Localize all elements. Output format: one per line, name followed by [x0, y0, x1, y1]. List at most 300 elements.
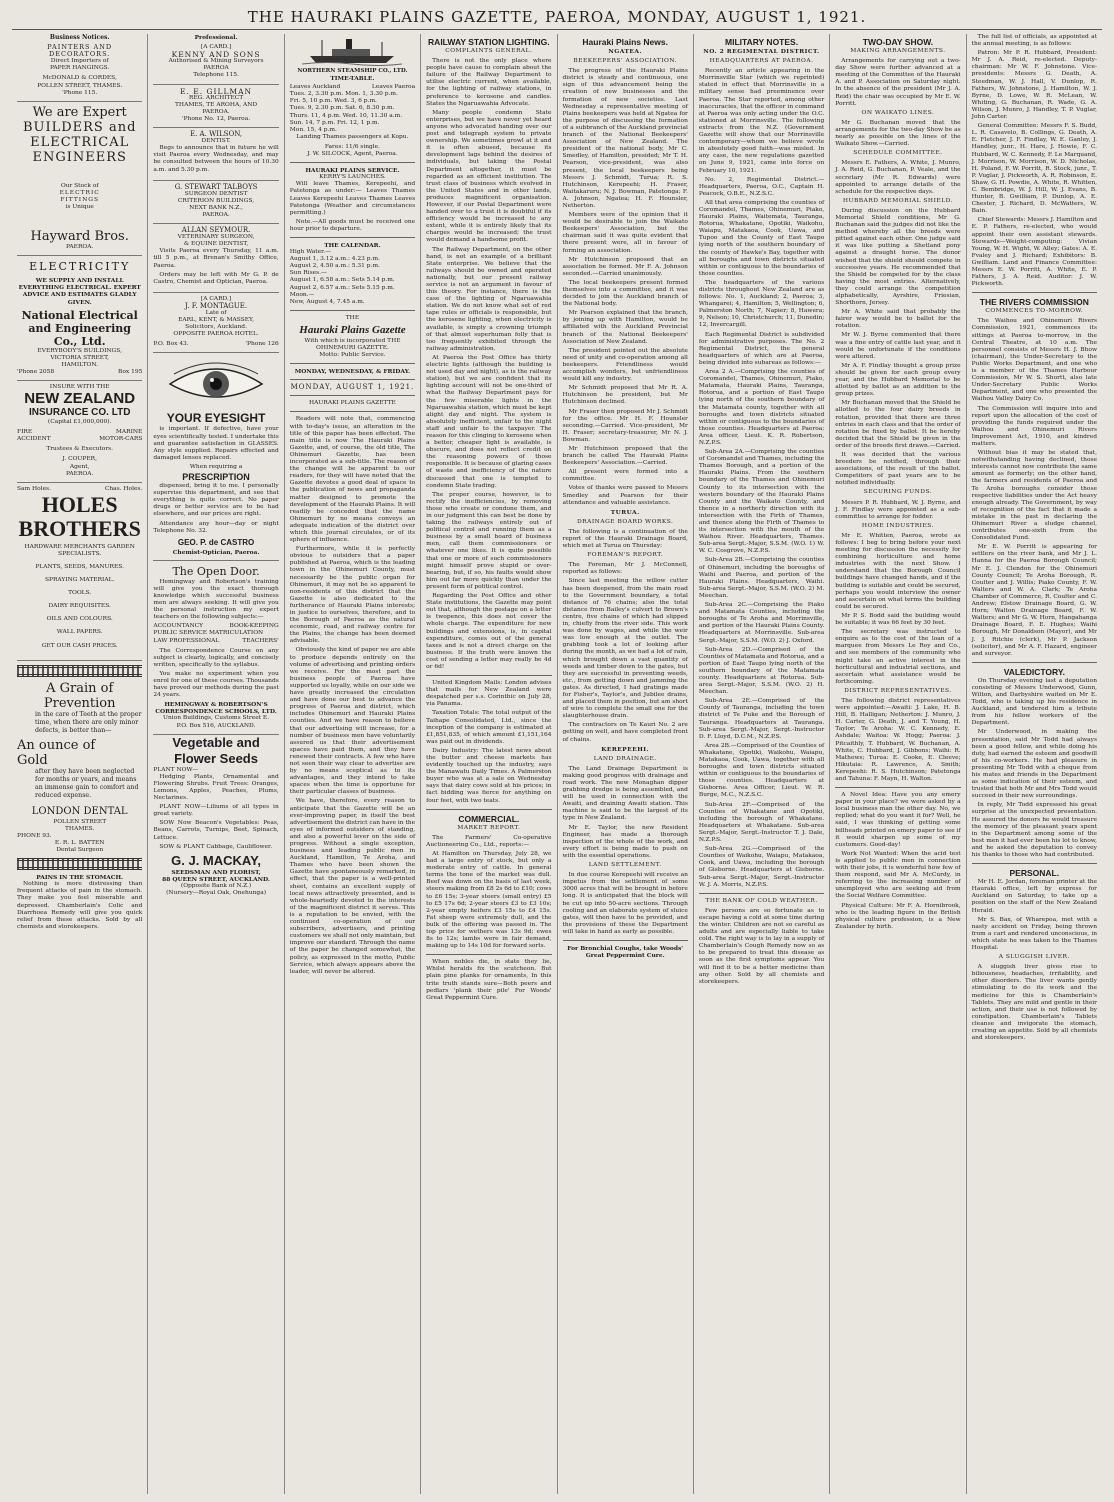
ad-text: (Nursery—Royal Oak, Onehunga) — [166, 889, 267, 896]
editorial-paragraph: Readers will note that, commencing with to-day's issue, an alteration in the title of this paper has been effected. The main title is now The Hauraki Plains Gazette, and, of course, the old title, The Ohinemuri Gazette, has been incorporated as a sub-title. The reason of the change will be apparent to our readers, for they will have noted that the Gazette devotes a good deal of space to the publication of news and propaganda matter designed to promote the development of the Hauraki Plains. It will readily be conceded that the name Ohinemuri by no means conveys an adequate indication of the district over which this journal circulates, or of its sphere of influence. — [289, 416, 416, 544]
publication-days: MONDAY, WEDNESDAY, & FRIDAY. — [294, 368, 411, 376]
ad-text: ACCOUNTANCY — [153, 623, 204, 630]
article-paragraph: In due course Kerepeehi will receive an impetus from the settlement of some 3000 acres that will be brought in before long. It is anticipated that the block will be cut up into 50-acre sections. Through cooling and an elaborate system of sluice gates, will then have to be provided, and the provisions of these the Department will take in hand as early as possible. — [562, 872, 688, 935]
professional-heading: Professional. — [194, 34, 238, 41]
representatives-heading: DISTRICT REPRESENTATIVES. — [844, 687, 952, 694]
ad-text: [A CARD.] — [200, 295, 232, 302]
railway-heading: RAILWAY STATION LIGHTING. — [428, 37, 550, 47]
gazette-the: THE — [345, 314, 360, 321]
ad-headline: G. J. MACKAY, — [171, 852, 261, 868]
editorial-paragraph: Obviously the kind of paper we are able to produce depends entirely on the volume of advertising and printing orders we receive. For the most part the business people of Paeroa have supported us loyally, while on our side we have greatly increased the circulation and have done our best to advance the progress of Paeroa and district, which includes Ohinemuri and Hauraki Plains counties. And we have reason to believe that our advertising will increase, for a number of business men have voluntarily assured us that their advertisement spaces have paid them, and they have renewed their contracts. A few who have not seen their way clear to advertise are by no means sceptical as to its advantages, and they intend to take spaces when the time is opportune for their particular classes of business. — [289, 647, 416, 796]
article-paragraph: Mr W. J. Byrne commented that there was a fine entry of cattle last year, and it would be unfortunate if the conditions were altered. — [835, 332, 961, 360]
plains-service-note: Note.—All goods must be received one hour prior to departure. — [289, 218, 416, 232]
article-paragraph: The secretary was instructed to enquire as to the cost of the loan of a marquee from Messrs Le Roy and Co., and see members of the community who might take an active interest in the horticultural and industrial sections, and ascertain what assistance would be forthcoming. — [835, 629, 961, 685]
article-paragraph: Recently an article appearing in the Morrinsville Star (which we reprinted) stated in effect that Morrinsville in a military sense had preeminence over Paeroa. The Star reported, among other inaccuracies, that the officer in command at Paeroa was only acting under the O.C. stationed at Morrinsville. The following extracts from the N.Z. (Government Gazette will show that our Morrinsville contemporary—whom we believe wrote in absolutely good faith—was misled. In any case, the new regulations gazetted on June 9, 1921, came into force on February 10, 1921. — [698, 68, 825, 174]
article-paragraph: Sub-Area 2B.—Comprising the counties of Ohinemuri, including the boroughs of Waihi and Paeroa, and portion of the Hauraki Plains. Headquarters, Waihi. Sub-area Sergt.-Major, S.S.M. (W.O. 2) M. Meechan. — [698, 557, 825, 599]
ad-text: VETERINARY SURGEON, — [177, 234, 255, 241]
ad-text: CRITERION BUILDINGS, — [177, 197, 255, 204]
ad-headline: NEW ZEALAND — [24, 390, 136, 408]
ad-text: (Capital £1,000,000). — [47, 419, 112, 426]
ornamental-border — [17, 858, 142, 870]
ad-headline: INSURANCE CO. LTD — [28, 407, 131, 419]
article-paragraph: The local beekeepers present formed themselves into a committee, and it was decided to join the Auckland branch of the National body. — [562, 279, 688, 308]
article-paragraph: In reply, Mr Todd expressed his great surprise at the unexpected presentation. He assured the donors he would treasure the memory of the pleasant years spent in the Department among some of the best men it had ever been his lot to know, and he asked the deputation to convey his thanks to those who had contributed. — [971, 802, 1097, 859]
article-paragraph: Mr Hutchinson proposed that the branch be called The Hauraki Plains Beekeepers' Association.—Carried. — [562, 445, 688, 467]
ad-text: Orders may be left with Mr G. P. de Castro, Chemist and Optician, Paeroa. — [153, 271, 279, 285]
article-paragraph: Many people condemn State enterprises, but we have never yet heard anyone who advocated handing over our post and telegraph system to private ownership. We sometimes growl at it and it is often abused, because its development lags behind the desires of individuals, but taking the Postal Department altogether, it must be regarded as an efficient institution. The trust class of business which evolved in the United States and in other lands, produces magnificent organisation. However, if our Postal Department were handed over to a trust it is doubtful if its efficiency would be increased to any extent, while it is entirely likely that its charges would be increased; the trust would demand a handsome profit. — [426, 109, 552, 244]
ad-text: ACCIDENT — [17, 436, 51, 443]
show-subheading: MAKING ARRANGEMENTS. — [850, 48, 946, 54]
mcdonald-ad — [17, 41, 142, 102]
ad-text: WALL PAPERS. — [56, 629, 103, 636]
article-paragraph: Few persons are so fortunate as to escape having a cold at some time during the winter. Children are not so careful as adults and are especially liable to take cold. The right way is to lay in a supply of Chamberlain's Cough Remedy now so as to be prepared to treat this disease as soon as the first symptoms appear. You will find it to be a better medicine than any other. Sold by all chemists and storekeepers. — [698, 907, 825, 985]
beekeepers-heading: BEEKEEPERS' ASSOCIATION. — [573, 58, 678, 65]
launches: KERRY'S LAUNCHES. — [319, 174, 386, 181]
calendar-line: August 2, 4.50 a.m.: 5.31 p.m. — [289, 263, 380, 270]
article-paragraph: The proper course, however, is to rectify the inefficiencies, by removing those who create or condone them, and in our judgment this can best be done by taking the railways entirely out of political control and running them as a business by a small board of business men, call them commissioners or whatever one likes. It is quite possible that one or more of such commissioners might himself prove stupid or over-bearing, but, if so, his faults would show him out far more quickly than under the present form of political control. — [426, 491, 552, 590]
ad-headline: ELECTRICAL — [30, 134, 130, 150]
ad-headline: Hayward Bros. — [30, 229, 129, 245]
ad-text: & EQUINE DENTIST, — [183, 241, 249, 248]
ad-headline: E. E. GILLMAN — [180, 86, 253, 96]
article-paragraph: Mr Underwood, in making the presentation, said Mr Todd had always been a good fellow, and while doing his duty, had earned the esteem and goodwill of his co-workers. He had pleasure in presenting Mr Todd with a cheque from his mates and friends in the Department as some indication of their esteem, and trusted that both Mr and Mrs Todd would succeed in their new surroundings. — [971, 729, 1097, 800]
column-4 — [421, 34, 557, 1494]
news-brief: Physical Culture: Mr F. A. Hornibrook, who is the leading figure in the British physical culture profession, is a New Zealander by birth. — [835, 902, 961, 930]
ad-text: SPRAYING MATERIAL. — [44, 577, 115, 584]
article-paragraph: During discussion on the Hubbard Memorial Shield conditions, Mr G. Buchanan said the judges did not like the method whereby all the breeds were pitted against each other. One judge said it was like putting a Shetland pony against a draught horse. The donor wished that the shield should compete in successive years. He recommended that the Shield be competed for by the class having the most entries. Alternatively, they could arrange the competition alphabetically, Ayrshire, Friesian, Shorthorn, Jersey. — [835, 207, 961, 307]
calendar-line: August 1, 6.58 a.m.: Sets 5.14 p.m. — [289, 277, 395, 284]
article-paragraph: At Paeroa the Post Office has thirty electric lights (although the building is not used day and night), as is the railway station), but we are confident that its lighting account will not be one-third of what the Railway Department pays for the few miserable lights in the Ngaruawahia station, which must be kept alight day and night. The system is absolutely inefficient, unfair to the night staff and unfair to the taxpayer. The reason for this clinging to kerosene when a better, cheaper light is available, is obscure, and does not reflect credit on the reasoning powers of those responsible. It is because of glaring cases of waste and inefficiency of the nature discussed that one is tempted to condemn State trading. — [426, 354, 552, 489]
article-paragraph: Sub-Area 2D.—Comprised of the Counties of Matamata and Rotorua, and a portion of East Taupo lying north of the southern boundary of the Matamata county. Headquarters at Rotorua. Sub-area Sergt.-Major, S.S.M. (W.O. 2) H. Meechan. — [698, 646, 825, 696]
ad-text: J. COUPER, — [62, 456, 97, 463]
gillman-ad — [153, 85, 278, 128]
article-paragraph: Mr Schmidt proposed that Mr R. A. Hutchinson be president, but Mr Hutchinson declined. — [562, 385, 688, 406]
article-paragraph: The Land Drainage Department is making good progress with drainage and road work. The new Monaghan dipper grabbing dredge is being assembled, and will be used in connection with the Awaiti, and draining Awaiti station. This machine is said to be the largest of its type in New Zealand. — [562, 765, 688, 822]
general-committee: General Committee: Messrs F. S. Budd, L. R. Casavelo, B. Collings, G. Death, A. E. Fletcher, J. F. Findlay, W. E. Ganley, J. Handley, junr., H. Hare, J. Howie, F. C. Hubbard, W. C. Kennedy, F. Le Marquand, J. Morrison, W. Morrison, W. D. Nicholas, H. Poland, F. W. Porritt, R. Stock, junr., T. P. Vuglar, J. Pickworth, A. R. Robinson, E. Shaw, G. H. Powdie, A. White, R. Whitten, C. Bembridge, W. J. Hill, W. J. Evans, B. Hunter, B. Gwilliam, P. Dunlop, A. E. Chester, J. Richard, D. McWatters, W. Bain. — [971, 123, 1097, 215]
column-1 — [12, 34, 148, 1494]
mackay-ad — [153, 735, 278, 897]
article-paragraph: Sub-Area 2G.—Comprised of the Counties of Waikohu, Waiapu, Matakaoa, Cook, and Uawa, including the borough of Gisborne. Headquarters at Gisborne. Sub-area Sergt.-Major, Sergt.-Instructor W. J. A. Morris, N.Z.P.S. — [698, 846, 825, 888]
ad-text: Trustees & Executors. — [46, 446, 114, 453]
ad-text: DAIRY REQUISITES. — [48, 603, 111, 610]
ad-text: PAEROA. — [66, 470, 94, 477]
article-paragraph: A sluggish liver gives rise to biliousness, headaches, irritability, and other disorders. The liver wants gently stimulating to do its work and the medicine for this is Chamberlain's Tablets. They are mild and gentle in their action, and their use is not followed by constipation. Chamberlain's Tablets cleanse and invigorate the stomach, creating an appetite. Sold by all chemists and storekeepers. — [971, 964, 1097, 1042]
personal-heading: PERSONAL. — [1009, 868, 1060, 879]
montague-ad — [153, 293, 278, 354]
article-paragraph: All that area comprising the counties of Coromandel, Thames, Ohinemuri, Piako, Hauraki Plains, Waitemata, Tauranga, Rotorua, Whakatane, Opotiki, Waikohu, Waiapu, Matakaoa, Cook, Uawa, and Tupoo and the County of East Taupo lying north of the southern boundary of the county of Hawke's Bay, together with all boroughs and town districts situated within or contiguous to the boundaries of those counties. — [698, 199, 825, 277]
editorial-paragraph: We have, therefore, every reason to anticipate that the Gazette will be an ever-improving paper, in itself the best advertisement the district can have in the eyes of informed outsiders of standing, and also a powerful lever on the side of progress. Without a single exception, business and leading public men in Auckland, Hamilton, Te Aroha, and Thames who have been shown the Gazette have spontaneously remarked, in effect, that the paper is a well-printed sheet, contains an excellent supply of local news attractively presented, and is whole-heartedly devoted to the interests of the magnificent district it serves. This is a reputation to be envied, with the continued co-operation of our subscribers, advertisers, and printing customers we shall not only maintain, but improve our standard. Through the name of the paper be changed somewhat, the policy, as expressed in the motto, Public Service, which always appears above the leader, will never be altered. — [289, 798, 416, 975]
land-settlement-heading: LAND SETTLEMENT. — [588, 862, 662, 869]
rivers-commission-heading: THE RIVERS COMMISSION — [979, 297, 1089, 308]
agent: J. W. SILCOCK, Agent, Paeroa. — [307, 151, 398, 158]
article-paragraph: Mr S. Bax, of Wharepoa, met with a nasty accident on Friday, being thrown from a cart and rendered unconscious, in which state he was taken to the Thames Hospital. — [971, 916, 1097, 951]
ad-text: EVERYBODY'S BUILDINGS, — [37, 347, 122, 354]
ad-text: HAMILTON. — [61, 361, 98, 368]
column-7 — [830, 34, 966, 1494]
timetable-col-head: Leaves Auckland — [289, 84, 341, 91]
article-paragraph: Mr Hutchinson proposed that an association be formed. Mr F. A. Johnson seconded.—Carried unanimously. — [562, 256, 688, 277]
article-paragraph: Area 2B.—Comprised of the Counties of Whakatane, Opotiki, Waikohu, Waiapu, Matakaoa, Cook, Uawa, together with all boroughs and town districts situated within or contiguous to the boundaries of those counties. Headquarters at Gisborne. Area Officer, Lieut. W. R. Burge, M.C., N.Z.S.C. — [698, 742, 825, 799]
ad-text: Chemist-Optician, Paeroa. — [172, 548, 260, 556]
article-paragraph: Mr E. Taylor, the new Resident Engineer, has made a thorough inspection of the whole of the work, and every effort is being made to push on with the essential operations. — [562, 824, 688, 859]
fares: Fares: 11/6 single. — [324, 143, 381, 150]
column-8 — [967, 34, 1102, 1494]
rivers-commission-subheading: COMMENCES TO-MORROW. — [985, 308, 1084, 315]
ad-text: Sam Holes. — [17, 485, 51, 492]
news-brief: United Kingdom Mails: London advises that mails for New Zealand were despatched per s.s. Corinthic on July 28, via Panama. — [426, 680, 552, 708]
article-paragraph: Since last meeting the willow cutter has been deepened, from the main road to the Government boundary, a total distance of 76 chains; also the total distance from Bailey's culvert to Brown's centre, five chains of which had slipped in, chiefly from the river side. This work was done by wages, and while the weir was low enough at the outlet. The grabbing took a lot of looking after during the month, as we had a lot of rain, which brought down a vast quantity of weeds and timber down to the gates, but they are successful in preventing weeds, etc., from getting down and jamming the gates. As directed, I had gratings made for Fisher's, Taylor's, and Jubilee drains, and placed them in position, but am short of wire to complete the small one for the slaughterhouse drain. — [562, 578, 688, 720]
dental-ad — [17, 681, 142, 854]
ad-text: is important. If defective, have your eyes scientifically tested. I undertake this and guarantee satisfaction in GLASSES. Any style supplied. Repairs effected and damaged lenses replaced. — [153, 426, 279, 461]
news-brief: Work Not Wanted: When the acid test is applied to public men in connection with their jobs, it is wonderful how few of them respond, said Mr A. McCurdy, in referring to the increasing number of unemployed who are seeking aid from the Social Welfare Committee. — [835, 850, 961, 900]
article-paragraph: On Thursday evening last a deputation consisting of Messrs Underwood, Gunn, Wilton, and Darbyshire waited on Mr E. Todd, who is taking up his residence in Auckland, and tendered him a tribute from his fellow workers of the Department. — [971, 677, 1097, 727]
holes-brothers-ad — [17, 483, 142, 661]
ad-headline: National Electrical and Engineering Co., Ltd. — [21, 308, 138, 348]
ad-text: GET OUR CASH PRICES. — [41, 642, 118, 649]
hayward-ad — [17, 102, 142, 256]
ngatea-heading: NGATEA. — [608, 48, 643, 55]
ad-text: THAMES, TE AROHA, AND — [175, 101, 258, 108]
article-paragraph: At Hamilton on Thursday, July 28, we had a large entry of stock, but only a moderate entry of cattle. In general terms the tone of the market was dull. Beef was down on the basis of last week, steers making from £8 2s 6d to £10; cows to £6 15s; 3-year steers (small entry) £5 to £5 17s 6d; 2-year steers £3 to £3 10s; 2-year empty heifers £3 15s to £4 15s. Fat sheep were extremely dull, and the bulk of the offering was passed in. The top price for wethers was 13s 9d; ewes 8s to 12s; lambs were in fair demand, making up to 14s 10d for forward sorts. — [426, 850, 552, 950]
ad-text: Begs to announce that in future he will visit Paeroa every Wednesday, and may be consulted between the hours of 10.30 a.m. and 5.30 p.m. — [153, 145, 279, 173]
article-paragraph: Sub-Area 2C.—Comprising the Piako and Matamata Counties, including the boroughs of Te Aroha and Morrinsville, and portion of the Hauraki Plains County. Headquarters at Morrinsville. Sub-area Sergt.-Major, S.S.M. (W.O. 2) J. Oxford. — [698, 602, 825, 644]
ad-text: DENTIST. — [201, 138, 231, 145]
ad-text: POLLEN STREET — [53, 818, 107, 825]
article-paragraph: Mr P. S. Bodd said the building would be suitable; it was 66 feet by 30 feet. — [835, 612, 961, 627]
decastro-ad — [153, 353, 278, 560]
ad-text: P.O. Box 43. — [153, 341, 189, 348]
ad-headline: BROTHERS — [18, 515, 141, 541]
article-paragraph: The Waihou and Ohinemuri Rivers Commission, 1921, commences its sittings at Paeroa to-morrow, in the Central Theatre, at 10 a.m. The personnel consists of Messrs H. J. Bhow (chairman), the Under-Secretary to the Public Works Department, and one who is a member of the Thames Harbour Commission, Mr W. S. Shortt, also late Under-Secretary Public Works Department, and one who presented the Waihou Valley Dairy Co. — [971, 318, 1097, 403]
ad-headline: ENGINEERS — [32, 149, 127, 165]
ad-text: PAEROA. — [202, 108, 230, 115]
article-paragraph: Without bias it may be stated that, notwithstanding having declined, those interests cannot now contribute the same amount as formerly; on the other hand, the farmers and residents of Paeroa and Te Aroha boroughs consider those respective liabilities under the Act heavy enough already. The Government, by way of recognition of the fact that it made a mistake in the past in declaring the Ohinemuri River a sludge channel, contributes one-sixth from the Consolidated Fund. — [971, 450, 1097, 542]
ad-headline: J. F. MONTAGUE. — [184, 301, 248, 310]
ad-text: [A CARD.] — [200, 44, 232, 51]
home-industries-heading: HOME INDUSTRIES. — [861, 522, 934, 529]
gazette-incorporated: With which is incorporated THE OHINEMURI GAZETTE. — [304, 337, 401, 351]
article-paragraph: Mr E. W. Porritt is appearing for settlers on the river bank, and Mr J. L. Hanna for the Paeroa Borough Council; Mr E. J. Clendon for the Ohinemuri County Council; Te Aroha Borough, R. Coulter and J. Willis; Piako County, F. W. Walters and W. A. Clark; Te Aroha Chamber of Commerce, R. Coulter and C. Andrew; Elstow Drainage Board, G. W. Horn; Walton Drainage Board, F. W. Walters; and Mr G. W. Horn, Hangahanga Drainage Board, F. E. Hughes; Waihi Borough, Mr Donaldson (Mayor), and Mr J. J. Ritchie (clerk), Mr P. Jackson (solicitor), and Mr A. F. Hazard, engineer and surveyor. — [971, 544, 1097, 657]
ad-text: SOW & PLANT Cabbage, Cauliflower. — [159, 843, 273, 850]
timetable-row: Tues. 2, 3.30 p.m. Mon. 1, 3.30 p.m. — [289, 91, 398, 98]
article-paragraph: All present were formed into a committee. — [562, 469, 688, 483]
valedictory-heading: VALEDICTORY. — [1003, 666, 1065, 677]
ad-text: PAEROA. — [66, 244, 94, 251]
ad-text: EARL, KENT, & MASSEY, — [178, 317, 255, 324]
drainage-heading: DRAINAGE BOARD WORKS. — [576, 518, 674, 525]
ad-headline: PRESCRIPTION — [182, 472, 250, 483]
ad-text: PAEROA — [203, 65, 229, 72]
article-paragraph: The full list of officials, as appointed at the annual meeting, is as follows: — [971, 34, 1097, 48]
gazette-motto: Motto: Public Service. — [319, 352, 386, 359]
ad-text: Telephone 115. — [193, 72, 239, 79]
insurance-ad — [17, 381, 142, 483]
calendar-line: August 1, 3.12 a.m.: 4.23 p.m. — [289, 256, 380, 263]
columns — [12, 34, 1102, 1494]
seymour-ad — [153, 224, 278, 293]
article-paragraph: Mr E. Whitten, Paeroa, wrote as follows: I beg to bring before your next meeting for discussion the necessity for combining horticulture and home industries with the next Show. I understand that the Borough Council buildings have changed hands, and if the building is suitable and could be secured, perhaps you would interview the owner and ascertain on what terms the building could be secured. — [835, 532, 961, 610]
timetable-note: Landing Thames passengers at Kopu. — [296, 133, 409, 140]
ad-text: 'Phone 126 — [245, 341, 279, 348]
article-paragraph: Sub-Area 2A.—Comprising the counties of Coromandel and Thames, including the Thames Borough, and a portion of the Hauraki Plains. From the southern boundary of the Thames and Ohinemuri County to its intersection with the western boundary of the Hauraki Plains County and the Waikato County, and thence in a northerly direction with its intersection with the Firth of Thames, and thence along the Firth of Thames to its intersection with the mouth of the Waihou River. Headquarters, Thames. Sub-area Sergt.-Major, S.S.M. (W.O. 1) W. W. C. Cosgrove, N.Z.P.S. — [698, 449, 825, 555]
article-paragraph: Sub-Area 2E.—Comprised of the County of Tauranga, including the town district of Te Puke and the Borough of Tauranga. Headquarters at Tauranga. Sub-area Sergt.-Major, Sergt.-Instructor D. F. Lloyd, D.C.M., N.Z.P.S. — [698, 698, 825, 740]
article-paragraph: The contractors on Te Kauri No. 2 are getting on well, and have completed front of chains. — [562, 722, 688, 743]
ad-text: MOTOR-CARS — [99, 436, 143, 443]
ad-text: PLANT NOW— — [153, 766, 199, 773]
ad-headline: Prevention — [43, 695, 116, 711]
article-paragraph: The Commission will inquire into and report upon the allocation of the cost of providing the funds required under the Waihou and Ohinemuri Rivers Improvement Act, 1910, and kindred matters. — [971, 405, 1097, 447]
ad-text: SOW Now Beacon's Vegetables: Peas, Beans, Carrots, Turnips, Beet, Spinach, Lettuce. — [153, 820, 279, 841]
ad-text: is Unique — [65, 204, 94, 211]
commercial-heading: COMMERCIAL. — [458, 813, 520, 824]
ad-text: PLANT NOW—Liliums of all types in great variety. — [153, 804, 279, 818]
hq-heading: HEADQUARTERS AT PAEROA. — [709, 58, 814, 65]
stewards-list: Chief Stewards: Messrs J. Hamilton and E. P. Fathers, re-elected, who would appoint their own assistant stewards. Stewards—Weight-computing: Vivian Young, W. H. Wight, W. Alley; Gates: A. E. Fvaley and J. Richard; Exhibitors: B. Gwilliam. Land and Finance Committee: Messrs E. W. Porritt, A. White, E. P. Fathers, J. A. Reid. Auditor: J. W. Pickworth. — [971, 217, 1097, 288]
ad-text: TEACHERS' — [242, 637, 279, 644]
article-paragraph: Arrangements for carrying out a two-day Show were further advanced at a meeting of the Committee of the Hauraki A. and P. Association on Saturday night. In the absence of the president (Mr J. A. Reid) the chair was occupied by Mr E. W. Porritt. — [835, 58, 961, 107]
calendar-line: August 2, 6.57 a.m.: Sets 5.15 p.m. — [289, 284, 395, 291]
waikato-heading: ON WAIKATO LINES. — [861, 109, 935, 116]
plains-service-text: Will leave Thames, Kerepeehi, and Patetonga as under:— Leaves Thames Leaves Kerepeehi Leaves Thames Leaves Patetonga (Weather and circumstances permitting.) — [289, 181, 416, 216]
ad-headline: E. A. WILSON, — [190, 130, 243, 139]
ad-text: When requiring a — [189, 463, 243, 470]
article-paragraph: Mr Fraser then proposed Mr J. Schmidt for the office. Mr H. F. Hounsler seconding.—Carried. Vice-president, Mr H. Fraser; secretary-treasurer, Mr N. J. Bowman. — [562, 408, 688, 443]
article-paragraph: Mr Pearson explained that the branch, by joining up with Hamilton, would be affiliated with the Auckland Provincial branch of the National Beekeepers' Association of New Zealand. — [562, 310, 688, 345]
ad-text: Direct Importers of — [50, 58, 109, 65]
ad-headline: A Grain of — [46, 680, 114, 696]
article-paragraph: There is not the only place where people have cause to complain about the failure of the Railway Department to utilise electric current, when available, for the lighting of railway stations, in preference to kerosene and candles. States the Ngaruawahia Advocate. — [426, 58, 552, 107]
steamship-company: NORTHERN STEAMSHIP CO., LTD. — [297, 68, 408, 74]
calendar-line: New, August 4, 7.45 a.m. — [289, 298, 365, 305]
ad-text: PLANTS, SEEDS, MANURES. — [35, 564, 124, 570]
article-paragraph: The Foreman, Mr J. McConnell, reported as follows: — [562, 562, 688, 576]
shield-heading: HUBBARD MEMORIAL SHIELD. — [842, 197, 953, 204]
wilson-ad — [153, 128, 278, 181]
column-2 — [148, 34, 284, 1494]
hemingway-ad — [153, 561, 278, 735]
ad-headline: HOLES — [41, 491, 118, 517]
military-heading: MILITARY NOTES. — [725, 37, 799, 47]
ad-headline: Gold — [17, 752, 48, 768]
timetable-heading: TIME-TABLE. — [330, 75, 375, 83]
ad-headline: Flower Seeds — [174, 750, 258, 766]
ad-headline: YOUR EYESIGHT — [166, 411, 266, 426]
timetable-row: Sun. 14, 7 p.m. Fri. 12, 1 p.m. — [289, 119, 380, 126]
railway-subheading: COMPLAINTS GENERAL. — [445, 48, 533, 54]
article-paragraph: Messrs P. R. Hubbard, W. J. Byrne, and J. F. Findlay were appointed as a sub-committee to arrange for fodder. — [835, 499, 961, 520]
ad-headline: KENNY AND SONS — [171, 50, 261, 60]
news-brief: A Novel Idea: Have you any emery paper in your place? we were asked by a local business man the other day. No, we replied; what do you want it for? Well, he said, I was thinking of getting some billheads printed on emery paper to see if it would sharpen up some of my customers. Good-day! — [835, 792, 961, 848]
pains-heading: PAINS IN THE STOMACH. — [36, 874, 124, 882]
calendar-line: Moon.— — [289, 291, 315, 298]
ad-text: The Correspondence Course on any subject is clearly, logically, and concisely written, specifically to the syllabus. — [153, 647, 279, 668]
ad-text: Box 195 — [118, 368, 143, 375]
timetable-row: Fri. 5, 10 p.m. Wed. 3, 6 p.m. — [289, 98, 377, 105]
article-paragraph: Members were of the opinion that it would be desirable to join the Waikato Beekeepers' Association, but the chairman said it was quite evident that there present were, all in favour of forming an association. — [562, 212, 688, 254]
news-brief: Taxation Totals: The total output of the Taihape Consolidated, Ltd., since the inception of the company is estimated at £1,851,835, of which amount £1,151,164 was paid out in dividends. — [426, 710, 552, 745]
article-paragraph: Mr G. Buchanan moved that the arrangements for the two-day Show be as nearly as possible on the lines of the Waikato Show.—Carried. — [835, 119, 961, 148]
ad-headline: We are Expert — [32, 104, 127, 120]
column-3 — [285, 34, 421, 1494]
article-paragraph: The following is a continuation of the report of the Hauraki Drainage Board, which met at Turua on Thursday: — [562, 528, 688, 550]
ad-text: 88 QUEEN STREET, AUCKLAND. — [162, 875, 270, 883]
column-6 — [694, 34, 830, 1494]
ad-text: FITTINGS — [60, 196, 99, 203]
market-report-heading: MARKET REPORT. — [457, 824, 521, 831]
verse-ad: When nobles die, in state they lie, Whilst heralds fix the scutcheon. But plain pine planks for ornaments, In this trite truth stands sure—Both peers and pedlars 'plank their pile' For Woods' Great Peppermint Cure. — [426, 959, 552, 1001]
ad-text: INSURE WITH THE — [49, 383, 110, 390]
article-paragraph: Mr A. F. Findlay thought a group prize should be given for each group every year, and the Hubbard Memorial to be allotted by ballot as an addition to the group prizes. — [835, 362, 961, 398]
ad-text: after they have been neglected for months or years, and means an immense gain to comfort and reduced expense. — [35, 767, 139, 799]
timetable-row: Thurs. 11, 4 p.m. Wed. 10, 11.30 a.m. — [289, 112, 403, 119]
ad-text: dispensed, bring it to me. I personally supervise this department, and see that everything is quite correct. No paper drugs or better service are to be had elsewhere, and our prices are right. — [153, 483, 279, 518]
land-drainage-heading: LAND DRAINAGE. — [593, 755, 657, 762]
article-paragraph: The president pointed out the absolute need of unity and co-operation among all beekeepers. Friendliness would accomplish wonders, but unfriendliness would kill any industry. — [562, 347, 688, 383]
article-paragraph: The headquarters of the various districts throughout New Zealand are as follows: No. 1, Auckland; 2, Paeroa; 3, Whangarei; 4, Hamilton; 5, Wellington; 6, Palmerston North; 7, Napier; 8, Hawera; 9, Nelson; 10, Christchurch; 11, Dunedin; 12, Invercargill. — [698, 279, 825, 329]
eye-illustration-icon — [166, 360, 266, 406]
ad-text: Attendance any hour—day or night Telephone No. 32. — [153, 520, 279, 534]
ad-headline: ALLAN SEYMOUR. — [181, 226, 251, 235]
national-electrical-ad — [17, 256, 142, 381]
timetable-row: Tues. 9, 2.30 p.m. Sat. 6, 8.30 p.m. — [289, 105, 395, 112]
ad-text: MARINE — [115, 429, 143, 436]
calendar-line: Sun Rises.— — [289, 270, 327, 277]
ad-text: E. R. L. BATTEN — [54, 839, 105, 846]
article-paragraph: Votes of thanks were passed to Messrs Smedley and Pearson for their attendance and valuable assistance. — [562, 485, 688, 506]
ad-text: PUBLIC SERVICE MATRICULATION — [153, 630, 264, 637]
ad-text: Chas. Holes. — [104, 485, 143, 492]
ad-text: Authorised & Mining Surveyors — [168, 58, 264, 65]
foreman-heading: FOREMAN'S REPORT. — [587, 552, 664, 559]
editorial-title: HAURAKI PLAINS GAZETTE — [309, 400, 396, 407]
ad-text: FIRE — [17, 429, 33, 436]
ad-text: OPPOSITE PAEROA HOTEL. — [173, 331, 259, 338]
kerepeehi-heading: KEREPEEHI. — [601, 745, 650, 753]
ad-headline: An ounce of — [17, 737, 96, 753]
article-paragraph: Messrs E. Fathers, A. White, J. Munro, J. A. Reid, G. Buchanan, P. Veale, and the secretary (Mr R. Edwards) were appointed to arrange details of the schedule for the respective days. — [835, 160, 961, 195]
timetable-row: Mon. 15, 4 p.m. — [289, 126, 337, 133]
ad-text: REG. ARCHITECT — [188, 94, 244, 101]
ad-text: POLLEN STREET, THAMES. — [37, 82, 123, 89]
ornamental-border — [17, 665, 142, 677]
ad-text: OILS AND COLOURS. — [46, 616, 113, 623]
ad-text: 'Phone 2058 — [17, 368, 55, 375]
ad-text: Visits Paeroa every Thursday, 11 a.m. till 5 p.m., at Brenan's Smithy Office, Paeroa. — [153, 248, 279, 269]
article-paragraph: The Farmers' Co-operative Auctioneering Co., Ltd., reports:— — [426, 834, 552, 848]
news-brief: Dairy Industry: The latest news about the butter and cheese markets has evidently touched up the industry, says the Manawatu Daily Times. A Palmerston buyer who was at a sale on Wednesday says that dairy cows sold at his prices; in fact bidding was fierce for anything on four feet, with two teats. — [426, 747, 552, 804]
gazette-title: Hauraki Plains Gazette — [299, 323, 406, 336]
ad-text: You make no experiment when you enrol for one of these courses. Thousands have proved our methods during the past 24 years. — [153, 670, 279, 699]
schedule-heading: SCHEDULE COMMITTEE. — [853, 150, 943, 157]
ad-text: Late of — [205, 310, 227, 316]
show-heading: TWO-DAY SHOW. — [862, 37, 934, 47]
liver-heading: A SLUGGISH LIVER. — [998, 954, 1070, 961]
ad-text: HEMINGWAY & ROBERTSON'S CORRESPONDENCE SCHOOLS, LTD. — [155, 701, 277, 716]
ad-headline: BUILDERS and — [22, 119, 137, 135]
article-paragraph: Regarding the Post Office and other State institutions, the Gazette may point out that, although the postage on a letter is twopence, this does not cover the whole charge. The expenditure for new buildings and extensions, is, in capital expenditure, comes out of the general taxes and is not a direct charge on the business. If the truth were known the cost of sending a letter may really be 4d or 6d! — [426, 593, 552, 670]
ad-text: PAPER HANGINGS. — [49, 65, 110, 72]
article-paragraph: Mr Buchanan moved that the Shield be allotted to the four dairy breeds in rotation, provided that there are three entries in each class and that the order of rotation be fixed by ballot. It be hereby decided that the Shield be given in the order of the breeds first drawn.—Carried. — [835, 400, 961, 449]
ad-text: PHONE 93. — [17, 832, 52, 839]
plains-news-heading: Hauraki Plains News. — [582, 37, 668, 47]
article-paragraph: Mr A. White said that probably the fairer way would be to ballot for the rotation. — [835, 309, 961, 330]
ad-text: SEEDSMAN AND FLORIST, — [171, 868, 261, 876]
cold-weather-heading: THE BANK OF COLD WEATHER. — [705, 897, 818, 904]
cough-ad: For Bronchial Coughs, take Woods' Great Peppermint Cure. — [567, 944, 684, 960]
ad-text: McDONALD & CORDES, — [42, 75, 117, 82]
ad-headline: LONDON DENTAL — [31, 805, 128, 817]
ad-headline: The Open Door. — [172, 564, 260, 578]
calendar-line: High Water.— — [289, 249, 332, 256]
article-paragraph: Each Regimental District is subdivided for administrative purposes. The No. 2 Regimental District, the general headquarters of which are at Paeroa, being divided into subareas as follows:— — [698, 331, 825, 366]
steamship-icon — [302, 36, 402, 66]
ad-text: in the care of Teeth at the proper time, when there are only minor defects, is better than— — [35, 710, 142, 734]
issue-date: MONDAY, AUGUST 1, 1921. — [290, 383, 415, 392]
ad-text: TOOLS. — [68, 590, 92, 597]
ad-text: BOOK-KEEPING — [229, 623, 279, 630]
officials-list: Patron: Mr P. R. Hubbard, President: Mr J. A. Reid, re-elected. Deputy-chairman: Mr W. F. Johnstone. Vice-presidents: Messrs G. Death, A. Steedman, W. J. Hall, V. Dunlop, R. Fathers, W. Johnstone, J. Hamilton, W. J. Byrne, D. Lowe, W. R. McLean, W. Whiting, G. Buchanan, R. Wade, G. A. Wilson, J. Munro, J. Handley, T. P. Vuglar, John Carter. — [971, 50, 1097, 121]
talboys-ad — [153, 181, 278, 224]
ad-text: Solicitors, Auckland. — [185, 324, 247, 331]
plains-service-heading: HAURAKI PLAINS SERVICE. — [305, 167, 400, 175]
ad-text: Agent, — [69, 463, 90, 470]
ad-text: (Opposite Bank of N.Z.) — [180, 882, 252, 889]
ad-headline: Vegetable and — [172, 734, 260, 750]
ad-text: SURGEON DENTIST — [184, 190, 248, 197]
ad-text: ELECTRIC — [59, 189, 100, 196]
business-notices-heading: Business Notices. — [49, 34, 110, 41]
ad-text: HARDWARE MERCHANTS GARDEN SPECIALISTS. — [24, 543, 135, 557]
ad-text: PAEROA. — [202, 211, 230, 218]
ad-text: Hemingway and Robertson's training will give you the exact thorough knowledge which successful business men are always seeking. It will give you the personal instruction my expert teachers on the following subjects:— — [153, 578, 279, 621]
article-paragraph: The progress of the Hauraki Plains district is steady and continuous, one sign of this advancement being the creation of new businesses and the formation of new societies. Last Wednesday a representative meeting of Plains beekeepers was held at Ngatea for the purpose of discussing the formation of a subbranch of the Auckland provincial branch of the National Beekeepers' Association of New Zealand. The president of the national body, Mr C. Smedley, of Hamilton, presided; Mr T. H. Pearson, vice-president, was also present, the local beekeepers being Messrs J. Schmidt, Turua; R. S. Hutchinson, Kerepeehi; H. Fraser, Waitakaruru; N. J. Bowman, Patetonga; F. A. Johnson, Ngatea; H. F. Hounsler, Netherton. — [562, 68, 688, 209]
column-5 — [558, 34, 694, 1494]
ad-text: Dental Surgeon — [56, 847, 104, 854]
ad-text: Hedging Plants, Ornamental and Flowering Shrubs. Fruit Trees: Oranges, Lemons, Apples, Peaches, Plums, Nectarines. — [153, 773, 279, 802]
article-paragraph: It was decided that the various breeders be notified, through their associations, of the result of the ballot. Competitors of past years are to be notified individually. — [835, 451, 961, 487]
ad-text: PAINTERS AND DECORATORS. — [47, 43, 113, 59]
regimental-heading: NO. 2 REGIMENTAL DISTRICT. — [703, 48, 820, 55]
ad-text: VICTORIA STREET, — [50, 354, 110, 361]
article-paragraph: The following district representatives were appointed:—Awaiti: J. Lake, H. B. Hill, B. Halligan; Netherton: J. Munro, J. H. Carter, G. Death, J. and T. Young, H. Taylor; Te Aroha: W. C. Kennedy, E. Ashdale; Waitoa: W. Hogg; Paeroa: J. Pitcaithly, T. Hubbard, W. Buchanan, A. White, C. Hubbard, J. Gibbons; Waihi: R. Mathews; Turua: E. Cooke, E. Cleeve; Hikutaia: R. Lawrence, A. Smith; Kerepeehi: R. S. Hutchinson; Patetonga and Tahuna: F. Mayn, H. Walton. — [835, 697, 961, 782]
ad-text: 'Phone No. 12, Paeroa. — [182, 115, 251, 122]
ad-text: Union Buildings, Customs Street E. — [163, 715, 270, 722]
article-paragraph: Mr H. E. Jordan, foreman printer at the Hauraki office, left by express for Auckland on Saturday, to take up a position on the staff of the New Zealand Herald. — [971, 879, 1097, 914]
funds-heading: SECURING FUNDS. — [863, 489, 933, 496]
ad-text: WE SUPPLY AND INSTALL EVERYTHING ELECTRICAL. EXPERT ADVICE AND ESTIMATES GLADLY GIVEN. — [18, 277, 141, 306]
turua-heading: TURUA. — [610, 508, 640, 516]
ad-headline: ELECTRICITY — [29, 260, 131, 274]
timetable-col-head: Leaves Paeroa — [371, 84, 416, 91]
article-paragraph: The Railway Department, on the other hand, is not an example of a brilliant State enterprise. We believe that the railways should be owned and operated nationally, but our present railway service is not an argument in favour of this theory. For instance, there is the case of the lighting of Ngaruawahia station. We do not know what set of red tape rules or officials is responsible, but the kerosene lighting, when electricity is available, is simply a crowning triumph of that almost superhuman folly that is too frequently exhibited through the railway administration. — [426, 246, 552, 352]
ad-text: LAW PROFESSIONAL — [153, 637, 220, 644]
masthead: THE HAURAKI PLAINS GAZETTE, PAEROA, MONDAY, AUGUST 1, 1921. — [12, 8, 1102, 30]
ad-text: P.O. Box 516, AUCKLAND. — [176, 722, 256, 729]
ad-text: NEXT BANK N.Z., — [189, 204, 243, 211]
calendar-heading: THE CALENDAR. — [324, 241, 381, 249]
pains-text: Nothing is more distressing than frequent attacks of pain in the stomach. They make you feel miserable and depressed. Chamberlain's Colic and Diarrhoea Remedy will give you quick relief from these attacks. Sold by all chemists and storekeepers. — [17, 881, 143, 930]
article-paragraph: Sub-Area 2F.—Comprised of the Counties of Whakatane and Opotiki, including the borough of Whakatane. Headquarters at Whakatane. Sub-area Sergt.-Major, Sergt.-Instructor T. J. Dale, N.Z.P.S. — [698, 801, 825, 844]
ad-headline: G. STEWART TALBOYS — [174, 182, 258, 191]
ad-text: THAMES. — [65, 825, 95, 832]
ad-text: 'Phone 115. — [62, 89, 98, 96]
article-paragraph: Area 2 A.—Comprising the counties of Coromandel, Thames, Ohinemuri, Piako, Matamata, Hauraki Plains, Tauranga, Rotorua, and a portion of East Taupo lying north of the southern boundary of the Matamata county, together with all boroughs and town districts situated within or contiguous to the boundaries of those counties. Headquarters at Paeroa; Area officer, Lieut. K. R. Robertson, N.Z.P.S. — [698, 369, 825, 446]
ad-headline: GEO. P. de CASTRO — [177, 537, 255, 547]
article-paragraph: No. 2, Regimental District.—Headquarters, Paeroa, O.C., Captain H. Peacock, O.B.E., N.Z.S.C. — [698, 176, 825, 197]
ad-text: Our Stock of — [60, 182, 99, 189]
editorial-paragraph: Furthermore, while it is perfectly obvious to outsiders that a paper published at Paeroa, which is the leading town in the Ohinemuri County, must necessarily be the public organ for Ohinemuri, it may not be so apparent to non-residents of this district that the Gazette is also dedicated to the furtherance of Hauraki Plains interests; in justice to ourselves, therefore, and to the Borough of Paeroa as the natural economic, road, and railway centre for the Plains, the change has been deemed advisable. — [289, 546, 416, 645]
kenny-ad — [153, 41, 278, 84]
